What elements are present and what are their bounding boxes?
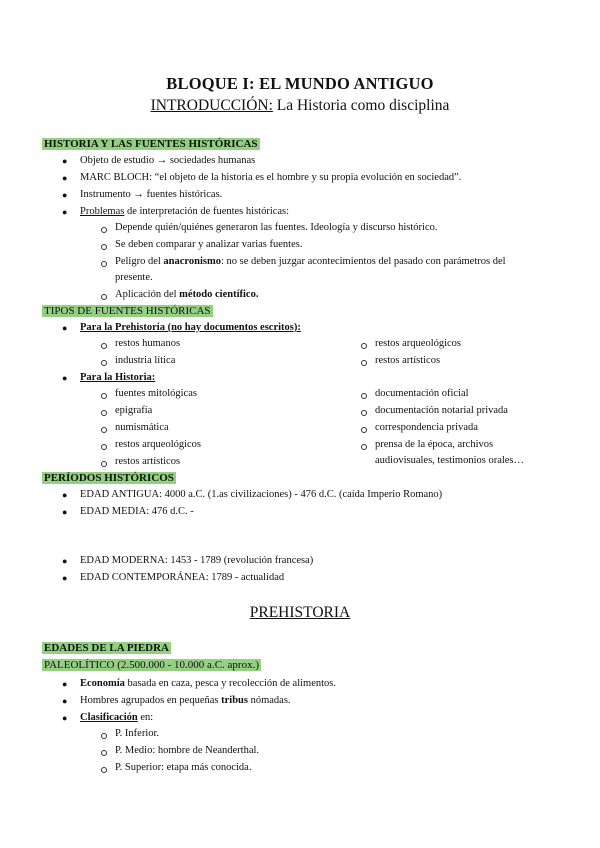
- section-heading-periodos: PERÍODOS HISTÓRICOS: [44, 472, 174, 484]
- sub-list-item: P. Superior: etapa más conocida.: [115, 762, 252, 773]
- circle-bullet-icon: [361, 410, 367, 416]
- sub-list-item: restos artísticos: [375, 355, 441, 366]
- circle-bullet-icon: [101, 294, 107, 300]
- circle-bullet-icon: [101, 767, 107, 773]
- bullet-icon: ●: [62, 507, 68, 517]
- sub-list-item: documentación oficial: [375, 388, 469, 399]
- list-item: EDAD ANTIGUA: 4000 a.C. (1.as civilizaciones) - 476 d.C. (caída Imperio Romano): [80, 489, 443, 500]
- circle-bullet-icon: [101, 733, 107, 739]
- sub-list-item: Depende quién/quiénes generaron las fuentes. Ideología y discurso histórico.: [115, 222, 438, 233]
- circle-bullet-icon: [101, 444, 107, 450]
- sub-list-item: correspondencia privada: [375, 422, 478, 433]
- circle-bullet-icon: [101, 750, 107, 756]
- prehistoria-title: PREHISTORIA: [249, 604, 351, 621]
- bullet-icon: ●: [62, 207, 68, 217]
- circle-bullet-icon: [101, 393, 107, 399]
- list-item-economia: Economía basada en caza, pesca y recolección de alimentos.: [80, 678, 336, 689]
- bullet-icon: ●: [62, 490, 68, 500]
- section-heading-tipos: TIPOS DE FUENTES HISTÓRICAS: [44, 305, 211, 317]
- list-item-prehistoria: Para la Prehistoria (no hay documentos escritos):: [80, 322, 301, 333]
- sub-list-item: numismática: [115, 422, 169, 433]
- sub-list-item: restos arqueológicos: [115, 439, 202, 450]
- sub-list-item: epigrafía: [115, 405, 153, 416]
- sub-list-item-aplicacion: Aplicación del método científico.: [115, 289, 259, 300]
- bullet-icon: ●: [62, 173, 68, 183]
- bullet-icon: ●: [62, 556, 68, 566]
- bullet-icon: ●: [62, 373, 68, 383]
- subtitle-prefix: INTRODUCCIÓN:: [150, 97, 273, 114]
- circle-bullet-icon: [101, 360, 107, 366]
- list-item: EDAD MODERNA: 1453 - 1789 (revolución francesa): [80, 555, 314, 566]
- document-title: BLOQUE I: EL MUNDO ANTIGUO: [166, 74, 434, 93]
- list-item: MARC BLOCH: “el objeto de la historia es el hombre y su propia evolución en sociedad”.: [80, 172, 462, 183]
- section-heading-historia: HISTORIA Y LAS FUENTES HISTÓRICAS: [44, 138, 258, 150]
- sub-list-item: fuentes mitológicas: [115, 388, 197, 399]
- circle-bullet-icon: [101, 343, 107, 349]
- bullet-icon: ●: [62, 713, 68, 723]
- circle-bullet-icon: [361, 393, 367, 399]
- list-item-problemas: Problemas de interpretación de fuentes históricas:: [80, 206, 290, 217]
- document-subtitle: [0, 97, 600, 116]
- sub-list-item: P. Inferior.: [115, 728, 160, 739]
- circle-bullet-icon: [361, 343, 367, 349]
- sub-list-item: restos arqueológicos: [375, 338, 462, 349]
- sub-list-item: prensa de la época, archivos: [375, 439, 494, 450]
- sub-list-item: Se deben comparar y analizar varias fuentes.: [115, 239, 303, 250]
- list-item: EDAD MEDIA: 476 d.C. -: [80, 506, 194, 517]
- circle-bullet-icon: [361, 427, 367, 433]
- sub-list-item: documentación notarial privada: [375, 405, 508, 416]
- list-item-clasificacion: Clasificación en:: [80, 712, 154, 723]
- bullet-icon: ●: [62, 696, 68, 706]
- bullet-icon: ●: [62, 573, 68, 583]
- circle-bullet-icon: [101, 410, 107, 416]
- circle-bullet-icon: [101, 427, 107, 433]
- circle-bullet-icon: [101, 227, 107, 233]
- list-item: EDAD CONTEMPORÁNEA: 1789 - actualidad: [80, 572, 285, 583]
- sub-list-item-continuation: presente.: [115, 272, 153, 283]
- bullet-icon: ●: [62, 323, 68, 333]
- circle-bullet-icon: [361, 360, 367, 366]
- list-item: Instrumento → fuentes históricas.: [80, 189, 223, 200]
- section-heading-edades: EDADES DE LA PIEDRA: [44, 642, 169, 654]
- sub-list-item: industria lítica: [115, 355, 176, 366]
- subtitle-rest: La Historia como disciplina: [272, 97, 450, 114]
- circle-bullet-icon: [361, 444, 367, 450]
- sub-list-item: P. Medio: hombre de Neanderthal.: [115, 745, 260, 756]
- sub-list-item: restos artísticos: [115, 456, 181, 467]
- section-heading-paleolitico: PALEOLÍTICO (2.500.000 - 10.000 a.C. aprox.): [44, 659, 259, 671]
- circle-bullet-icon: [101, 261, 107, 267]
- list-item-historia: Para la Historia:: [80, 372, 156, 383]
- circle-bullet-icon: [101, 244, 107, 250]
- list-item-hombres: Hombres agrupados en pequeñas tribus nómadas.: [80, 695, 291, 706]
- sub-list-item-continuation: audiovisuales, testimonios orales…: [375, 455, 525, 466]
- sub-list-item: restos humanos: [115, 338, 181, 349]
- bullet-icon: ●: [62, 679, 68, 689]
- bullet-icon: ●: [62, 156, 68, 166]
- bullet-icon: ●: [62, 190, 68, 200]
- list-item: Objeto de estudio → sociedades humanas: [80, 155, 256, 166]
- sub-list-item-peligro: Peligro del anacronismo: no se deben juzgar acontecimientos del pasado con parámetros del: [115, 256, 506, 267]
- circle-bullet-icon: [101, 461, 107, 467]
